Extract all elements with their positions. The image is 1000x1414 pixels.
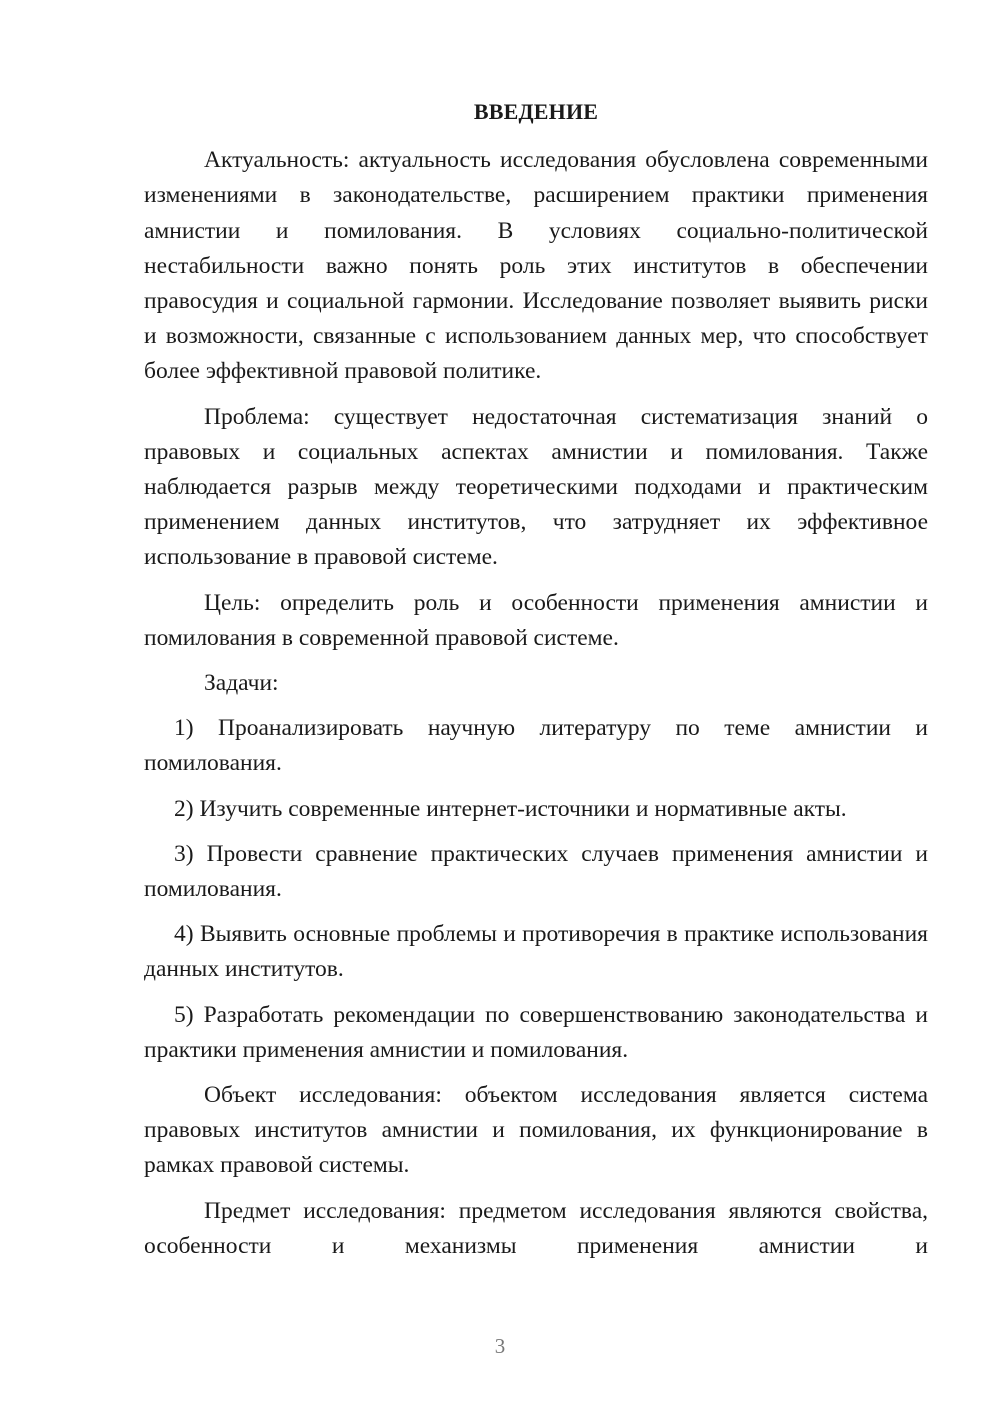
page-number: 3 — [494, 1334, 506, 1358]
relevance-paragraph: Актуальность: актуальность исследования обусловлена современными изменениями в законодательстве, расширением практики применения амнистии и помилования. В условиях социально-политической нестабильности важно понять роль этих институтов в обеспечении правосудия и социальной гармонии. Исследование позволяет выявить риски и возможности, связанные с использованием данных мер, что способствует более эффективной правовой политике. — [144, 147, 928, 385]
task-item: 2) Изучить современные интернет-источники и нормативные акты. — [174, 795, 847, 822]
task-item: 1) Проанализировать научную литературу по теме амнистии и помилования. — [144, 715, 928, 777]
tasks-label: Задачи: — [204, 670, 279, 697]
task-item: 4) Выявить основные проблемы и противоречия в практике использования данных институтов. — [144, 921, 928, 983]
object-paragraph: Объект исследования: объектом исследования является система правовых институтов амнистии и помилования, их функционирование в рамках правовой системы. — [144, 1082, 928, 1179]
subject-paragraph: Предмет исследования: предметом исследования являются свойства, особенности и механизмы применения амнистии и — [144, 1197, 928, 1259]
section-heading: ВВЕДЕНИЕ — [473, 99, 599, 124]
task-item: 5) Разработать рекомендации по совершенствованию законодательства и практики применения амнистии и помилования. — [144, 1001, 928, 1063]
goal-paragraph: Цель: определить роль и особенности применения амнистии и помилования в современной правовой системе. — [144, 589, 928, 651]
problem-paragraph: Проблема: существует недостаточная систематизация знаний о правовых и социальных аспектах амнистии и помилования. Также наблюдается разрыв между теоретическими подходами и практическим применением данных институтов, что затрудняет их эффективное использование в правовой системе. — [144, 403, 928, 571]
task-item: 3) Провести сравнение практических случаев применения амнистии и помилования. — [144, 840, 928, 903]
page-content — [144, 94, 928, 1274]
